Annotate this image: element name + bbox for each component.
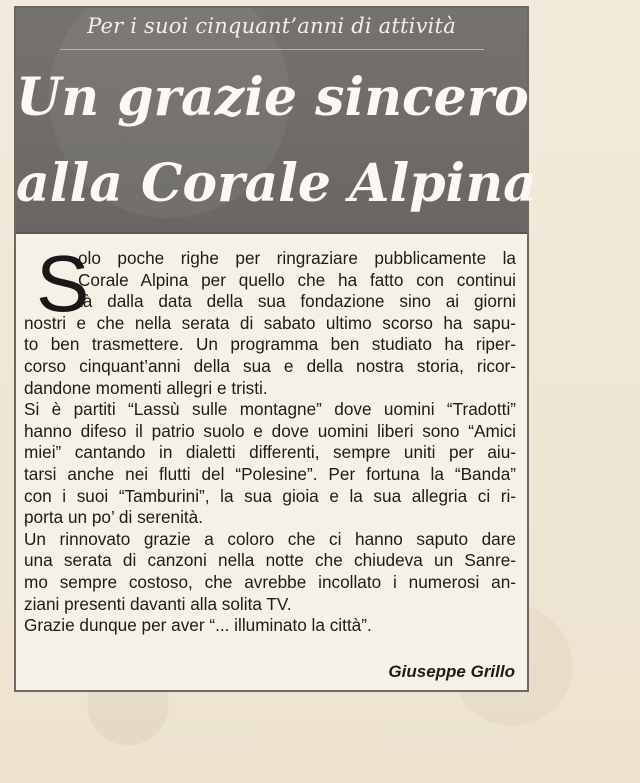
- text-line: tarsi anche nei flutti del “Polesine”. Per fortuna la “Banda”: [24, 463, 516, 484]
- article-header: [16, 8, 537, 232]
- article-kicker: Per i suoi cinquant’anni di attività: [87, 14, 456, 38]
- text-line: to ben trasmettere. Un programma ben studiato ha riper-: [24, 334, 516, 355]
- kicker-divider: [60, 49, 484, 50]
- text-line: ziani presenti davanti alla solita TV.: [24, 593, 292, 614]
- text-line: tà dalla data della sua fondazione sino ai giorni: [78, 291, 516, 312]
- text-line: mo sempre costoso, che avrebbe incollato i numerosi an-: [24, 571, 516, 592]
- text-line: dandone momenti allegri e tristi.: [24, 377, 268, 398]
- article-body: [16, 232, 527, 690]
- text-line: hanno difeso il patrio suolo e dove uomini liberi sono “Amici: [24, 420, 516, 441]
- text-line: olo poche righe per ringraziare pubblicamente la: [78, 248, 516, 268]
- text-line: porta un po’ di serenità.: [24, 507, 203, 528]
- text-line: con i suoi “Tamburini”, la sua gioia e la sua allegria ci ri-: [24, 485, 516, 506]
- text-line: corso cinquant’anni della sua e della nostra storia, ricor-: [24, 355, 516, 376]
- text-line: nostri e che nella serata di sabato ultimo scorso ha sapu-: [24, 312, 516, 333]
- text-line: Si è partiti “Lassù sulle montagne” dove uomini “Tradotti”: [24, 399, 516, 420]
- article-text: [24, 239, 516, 637]
- text-line: Corale Alpina per quello che ha fatto con continui: [78, 269, 516, 290]
- text-line: Grazie dunque per aver “... illuminato la città”.: [24, 615, 372, 636]
- text-line: Un rinnovato grazie a coloro che ci hanno saputo dare: [24, 528, 516, 549]
- text-line: miei” cantando in dialetti differenti, sempre uniti per aiu-: [24, 442, 516, 463]
- newspaper-clipping: [14, 6, 537, 692]
- headline-line-2: alla Corale Alpina: [16, 153, 537, 214]
- text-line: una serata di canzoni nella notte che chiudeva un Sanre-: [24, 550, 516, 571]
- author-signature: Giuseppe Grillo: [388, 662, 515, 681]
- headline-line-1: Un grazie sincero: [16, 67, 529, 128]
- drop-cap: S: [36, 239, 90, 328]
